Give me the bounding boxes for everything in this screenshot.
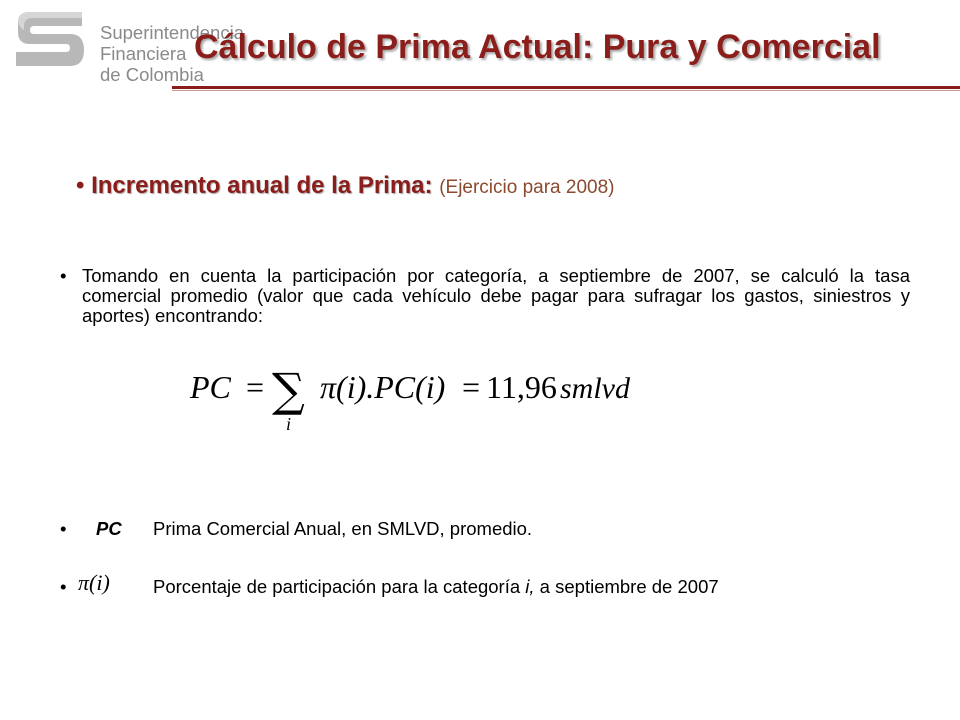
bullet-dot: • — [60, 576, 67, 597]
bullet-paragraph: Tomando en cuenta la participación por categoría, a septiembre de 2007, se calculó la tasa comercial promedio (valor que cada vehículo debe pagar para sufragar los gastos, siniestros y aportes) encontrando: — [82, 265, 910, 326]
formula-index: i — [286, 414, 292, 434]
title-divider-shadow — [172, 90, 960, 91]
pi-description — [153, 576, 719, 598]
formula-equals-2: = — [462, 369, 481, 405]
formula-value: 11,96 — [486, 369, 557, 405]
bullet-incremento — [76, 172, 615, 200]
formula-equals: = — [246, 369, 265, 405]
formula-unit: smlvd — [560, 372, 630, 405]
formula — [180, 360, 680, 440]
pi-description-before: Porcentaje de participación para la categoría — [153, 576, 526, 597]
bullet-subheading: (Ejercicio para 2008) — [439, 177, 615, 198]
bullet-dot: • — [76, 172, 85, 199]
pi-symbol — [74, 566, 134, 600]
page-title: Cálculo de Prima Actual: Pura y Comercial — [194, 28, 881, 66]
pc-description: Prima Comercial Anual, en SMLVD, promedio. — [153, 518, 533, 539]
pc-symbol: PC — [96, 518, 122, 539]
formula-lhs: PC — [190, 369, 231, 405]
formula-term: π(i).PC(i) — [320, 369, 446, 405]
pi-description-after: a septiembre de 2007 — [534, 576, 719, 597]
bullet-heading: Incremento anual de la Prima: — [91, 172, 433, 199]
bullet-dot: • — [60, 265, 67, 286]
title-divider — [172, 86, 960, 89]
formula-sum: ∑ — [272, 363, 305, 417]
logo-line-1: Superintendencia — [100, 22, 244, 43]
logo-mark-icon — [10, 8, 90, 78]
logo-line-3: de Colombia — [100, 64, 204, 85]
pi-symbol-text: π(i) — [78, 570, 110, 595]
bullet-dot: • — [60, 518, 67, 539]
bullet-tomando — [60, 266, 910, 326]
logo-line-2: Financiera — [100, 43, 187, 64]
pi-description-var: i, — [525, 576, 535, 597]
